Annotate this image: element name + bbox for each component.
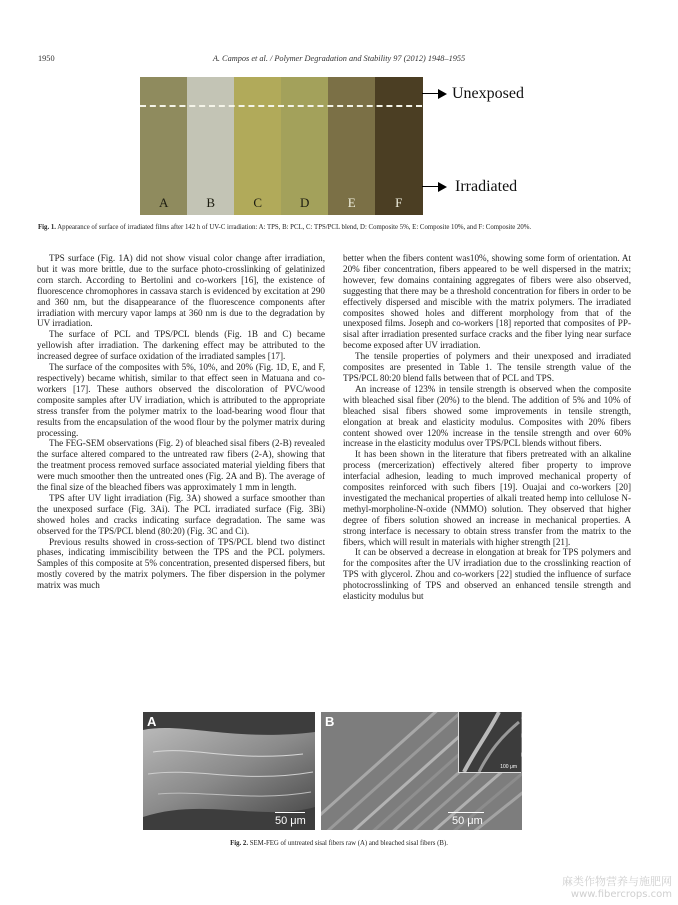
inset-image xyxy=(458,712,521,773)
irradiated-arrow-head xyxy=(438,182,447,192)
film-strip-d xyxy=(281,77,329,215)
paragraph: An increase of 123% in tensile strength is observed when the composite with bleached sisal fiber (20%) to the blend. The addition of 5% and 10% of bleached sisal fibers showed some improvements in tensile strength, elongation at break and elasticity modulus. Composites with 20% fibers content showed over 120% increase in the tensile strength and over 60% increase in the elasticity modulus over TPS/PCL blends without fibers. xyxy=(343,383,631,449)
exposure-boundary-line xyxy=(140,105,422,107)
scale-bar-b xyxy=(448,812,484,813)
paragraph: The surface of the composites with 5%, 10%, and 20% (Fig. 1D, E, and F, respectively) became whitish, similar to that effect seen in Matuana and co-workers [17]. These authors observed the discoloration of PVC/wood composite samples after UV irradiation, which is attributed to the appropriate stress transfer from the polymer matrix to the load-bearing wood flour that results from the encapsulation of the wood flour by the polymer matrix during processing. xyxy=(37,362,325,438)
watermark-line-1: 麻类作物营养与施肥网 xyxy=(562,874,672,888)
panel-b-letter: B xyxy=(325,714,335,729)
paragraph: Previous results showed in cross-section of TPS/PCL blend two distinct phases, indicating immiscibility between the TPS and the PCL polymers. Samples of this composite at 5% concentration, presented dispersed fibers, but mostly covered by the matrix polymers. The fiber dispersion in the polymer matrix was much xyxy=(37,536,325,591)
film-strip-letter: D xyxy=(300,195,310,210)
label-irradiated: Irradiated xyxy=(455,178,518,195)
figure-1-caption-text: Appearance of surface of irradiated films after 142 h of UV-C irradiation: A: TPS, B: PCL, C: TPS/PCL blend, D: Composite 5%, E: Composite 10%, and F: Composite 20%. xyxy=(57,224,532,231)
paragraph: TPS surface (Fig. 1A) did not show visual color change after irradiation, but it was more brittle, due to the surface photo-crosslinking of gelatinized corn starch. According to Bertolini and co-workers [16], the existence of fluorescence chromophores in cassava starch is evidenced by excitation at 290 and 360 nm, but the disappearance of the fluorescence components after irradiation with mercury vapor lamps at 360 nm is due to the degradation by UV irradiation. xyxy=(37,253,325,329)
label-unexposed: Unexposed xyxy=(452,85,524,102)
paragraph: The FEG-SEM observations (Fig. 2) of bleached sisal fibers (2-B) revealed the surface altered compared to the untreated raw fibers (2-A), showing that the treatment process removed surface associated material yielding fibers that were much smoother then the untreated ones (Fig. 2A and B). The average of the final size of the bleached fibers was approximately 1 mm in length. xyxy=(37,438,325,493)
unexposed-arrow-head xyxy=(438,89,447,99)
sem-image-bleached-fibers xyxy=(321,712,522,830)
left-text-column xyxy=(37,253,325,591)
paragraph: better when the fibers content was10%, showing some form of orientation. At 20% fiber concentration, fibers appeared to be well dispersed in the matrix; however, few domains containing aggregates of fibers were also observed, suggesting that there may be a threshold concentration for fibers in order to be effectively dispersed and miscible with the matrix polymers. The irradiated composites showed holes and different morphology from that of the unexposed films. Joseph and co-workers [18] reported that composites of PP-sisal after irradiation presented surface cracks and the fiber lying near surface become exposed after UV irradiation. xyxy=(343,253,631,351)
watermark xyxy=(562,876,672,900)
paragraph: It can be observed a decrease in elongation at break for TPS polymers and for the composites after the UV irradiation due to the crosslinking reaction of TPS with glycerol. Zhou and co-workers [22] studied the influence of surface photocrosslinking of TPS and observed an enhanced tensile strength and elasticity modulus but xyxy=(343,547,631,602)
figure-2-caption xyxy=(0,840,678,848)
panel-a-letter: A xyxy=(147,714,157,729)
scale-label-a: 50 μm xyxy=(275,815,306,827)
figure-2-caption-label: Fig. 2. xyxy=(230,840,249,847)
paragraph: It has been shown in the literature that fibers pretreated with an alkaline process (mercerization) effectively altered fiber property to improve interfacial adhesion, leading to much improved mechanical property of composites reinforced with such fibers [19]. Ouajai and co-workers [20] investigated the mechanical properties of alkali treated hemp into cellulose N-methyl-morpholine-N-oxide (NMMO) solution. They observed that higher degree of fibers solution showed an increase in mechanical properties. A strong interface is necessary to obtain stress transfer from the matrix to the fibers, which will result in materials with higher strength [21]. xyxy=(343,449,631,547)
paragraph: TPS after UV light irradiation (Fig. 3A) showed a surface smoother than the unexposed surface (Fig. 3Ai). The PCL irradiated surface (Fig. 3Bi) showed holes and cracks indicating surface degradation. The same was observed for the TPS/PCL blend (80:20) (Fig. 3C and Ci). xyxy=(37,492,325,536)
film-strip-b xyxy=(187,77,235,215)
film-strip-letter: E xyxy=(347,195,356,210)
running-header: A. Campos et al. / Polymer Degradation and Stability 97 (2012) 1948–1955 xyxy=(212,54,466,63)
film-strip-letter: F xyxy=(395,195,403,210)
watermark-line-2: www.fibercrops.com xyxy=(570,888,672,900)
film-strip-e xyxy=(328,77,376,215)
figure-1-image xyxy=(140,77,422,215)
film-strip-letter: B xyxy=(206,195,216,210)
film-strip-letter: C xyxy=(253,195,263,210)
scale-label-b: 50 μm xyxy=(452,815,483,827)
paragraph: The surface of PCL and TPS/PCL blends (Fig. 1B and C) became yellowish after irradiation. The darkening effect may be attributed to the increased degree of surface oxidation of the irradiated samples [17]. xyxy=(37,329,325,362)
film-strip-a xyxy=(140,77,188,215)
right-text-column xyxy=(343,253,631,602)
paragraph: The tensile properties of polymers and their unexposed and irradiated composites are presented in Table 1. The tensile strength value of the TPS/PCL 80:20 blend falls between that of PCL and TPS. xyxy=(343,351,631,383)
figure-1-caption xyxy=(38,224,642,232)
scale-bar-a xyxy=(275,812,305,813)
film-strip-letter: A xyxy=(159,195,169,210)
figure-1-caption-label: Fig. 1. xyxy=(38,224,56,231)
figure-2-caption-text: SEM-FEG of untreated sisal fibers raw (A) and bleached sisal fibers (B). xyxy=(249,840,448,847)
inset-scale-label: 100 μm xyxy=(500,764,517,770)
film-strip-c xyxy=(234,77,282,215)
film-strip-f xyxy=(375,77,423,215)
page-number: 1950 xyxy=(38,54,55,63)
sem-image-raw-fibers xyxy=(143,712,315,830)
